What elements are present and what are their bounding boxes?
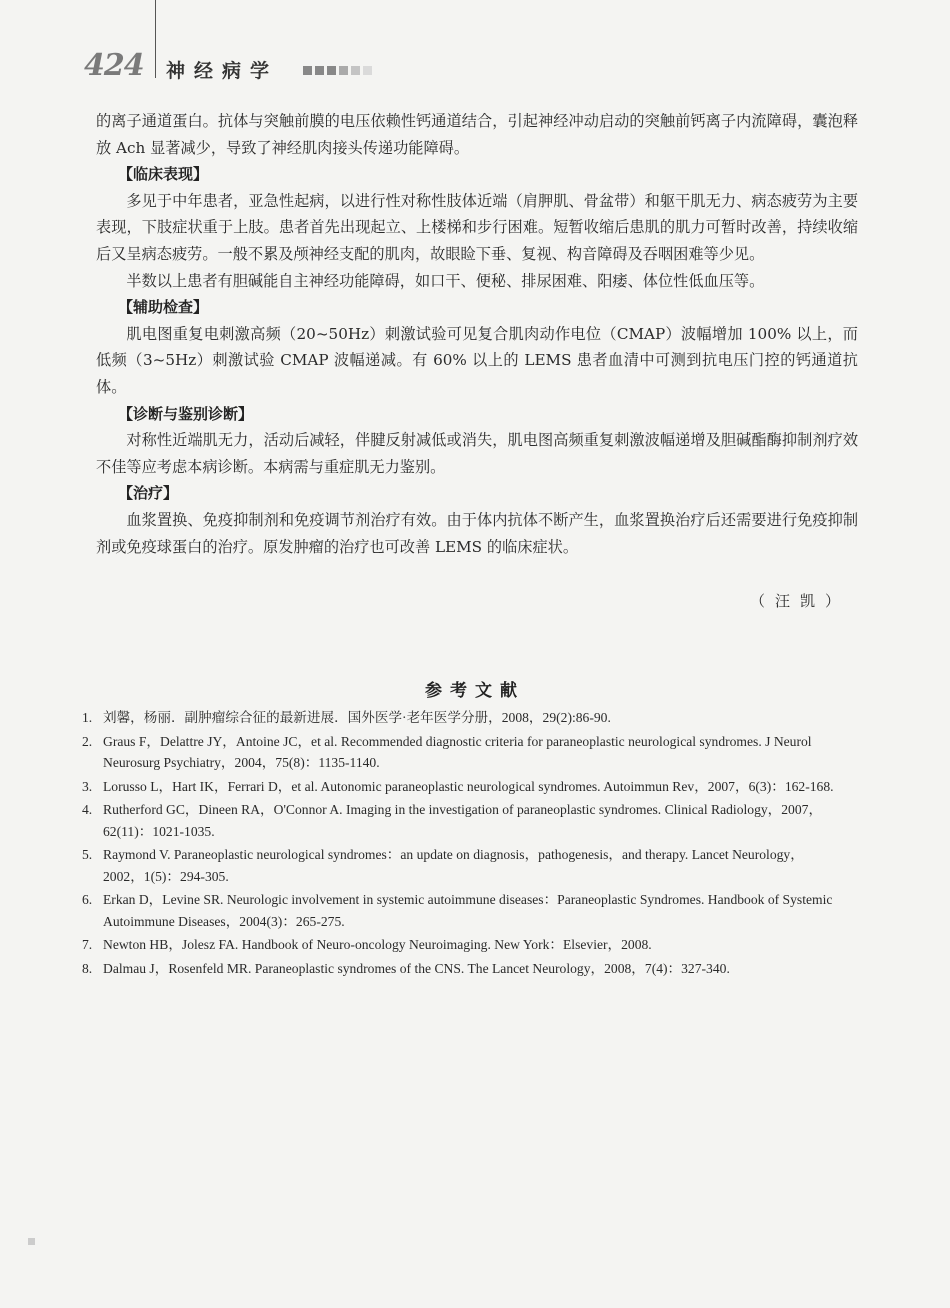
section-heading-exam: 【辅助检查】: [118, 298, 209, 317]
reference-item: [82, 889, 844, 932]
reference-text: Dalmau J，Rosenfeld MR. Paraneoplastic syndromes of the CNS. The Lancet Neurology，2008，7(4)：327-340.: [103, 960, 730, 976]
reference-item: [82, 707, 844, 729]
references-list: [82, 707, 844, 981]
header-decoration: [303, 66, 372, 75]
references-heading: 参考文献: [425, 681, 525, 701]
reference-number: 1.: [82, 710, 93, 725]
reference-text: Raymond V. Paraneoplastic neurological syndromes：an update on diagnosis，pathogenesis，and therapy. Lancet Neurology，2002，1(5)：294-305.: [103, 847, 804, 884]
reference-text: Erkan D，Levine SR. Neurologic involvement in systemic autoimmune diseases：Paraneoplastic Syndromes. Handbook of Systemic Autoimmune Diseases，2004(3)：265-275.: [103, 892, 833, 929]
section-heading-diagnosis: 【诊断与鉴别诊断】: [118, 404, 254, 423]
reference-number: 3.: [82, 778, 93, 794]
reference-text: Newton HB，Jolesz FA. Handbook of Neuro-oncology Neuroimaging. New York：Elsevier，2008.: [103, 937, 652, 952]
reference-number: 8.: [82, 960, 93, 976]
reference-number: 4.: [82, 802, 93, 817]
corner-mark: [28, 1238, 35, 1245]
book-title: 神经病学: [166, 60, 279, 82]
reference-item: [82, 799, 844, 842]
paragraph-clinical-2: 半数以上患者有胆碱能自主神经功能障碍，如口干、便秘、排尿困难、阳痿、体位性低血压等。: [126, 271, 765, 290]
paragraph-clinical-1: 多见于中年患者，亚急性起病，以进行性对称性肢体近端（肩胛肌、骨盆带）和躯干肌无力、病态疲劳为主要表现，下肢症状重于上肢。患者首先出现起立、上楼梯和步行困难。短暂收缩后患肌的肌力可暂时改善，持续收缩后又呈病态疲劳。一般不累及颅神经支配的肌肉，故眼睑下垂、复视、构音障碍及吞咽困难等少见。: [96, 191, 858, 263]
reference-item: [82, 776, 844, 798]
reference-number: 7.: [82, 937, 93, 952]
reference-item: [82, 844, 844, 887]
reference-number: 2.: [82, 733, 93, 749]
header-divider: [155, 0, 156, 78]
reference-item: [82, 958, 844, 980]
author-credit: （汪凯）: [749, 592, 850, 610]
reference-text: Lorusso L，Hart IK，Ferrari D，et al. Autonomic paraneoplastic neurological syndromes. Autoimmun Rev，2007，6(3)：162-168.: [103, 778, 834, 794]
paragraph-intro: 的离子通道蛋白。抗体与突触前膜的电压依赖性钙通道结合，引起神经冲动启动的突触前钙离子内流障碍，囊泡释放 Ach 显著减少，导致了神经肌肉接头传递功能障碍。: [96, 112, 858, 157]
page-number: 424: [84, 48, 144, 83]
reference-number: 6.: [82, 892, 93, 907]
paragraph-exam: 肌电图重复电刺激高频（20~50Hz）刺激试验可见复合肌肉动作电位（CMAP）波幅增加 100% 以上，而低频（3~5Hz）刺激试验 CMAP 波幅递减。有 60% 以上的 LEMS 患者血清中可测到抗电压门控的钙通道抗体。: [96, 324, 858, 396]
section-heading-clinical: 【临床表现】: [118, 165, 209, 184]
reference-text: Graus F，Delattre JY，Antoine JC，et al. Recommended diagnostic criteria for paraneoplastic neurological syndromes. J Neurol Neurosurg Psychiatry，2004，75(8)：1135-1140.: [103, 733, 812, 770]
body-text: [96, 108, 858, 560]
reference-item: [82, 731, 844, 774]
reference-text: Rutherford GC，Dineen RA，O'Connor A. Imaging in the investigation of paraneoplastic syndromes. Clinical Radiology，2007，62(11)：1021-1035.: [103, 802, 823, 839]
section-heading-treatment: 【治疗】: [118, 484, 179, 503]
paragraph-diagnosis: 对称性近端肌无力，活动后减轻，伴腱反射减低或消失，肌电图高频重复刺激波幅递增及胆碱酯酶抑制剂疗效不佳等应考虑本病诊断。本病需与重症肌无力鉴别。: [96, 431, 858, 476]
paragraph-treatment: 血浆置换、免疫抑制剂和免疫调节剂治疗有效。由于体内抗体不断产生，血浆置换治疗后还需要进行免疫抑制剂或免疫球蛋白的治疗。原发肿瘤的治疗也可改善 LEMS 的临床症状。: [96, 510, 858, 556]
reference-item: [82, 934, 844, 956]
reference-number: 5.: [82, 847, 93, 862]
reference-text: 刘馨，杨丽．副肿瘤综合征的最新进展．国外医学·老年医学分册，2008，29(2):86-90.: [103, 710, 611, 725]
